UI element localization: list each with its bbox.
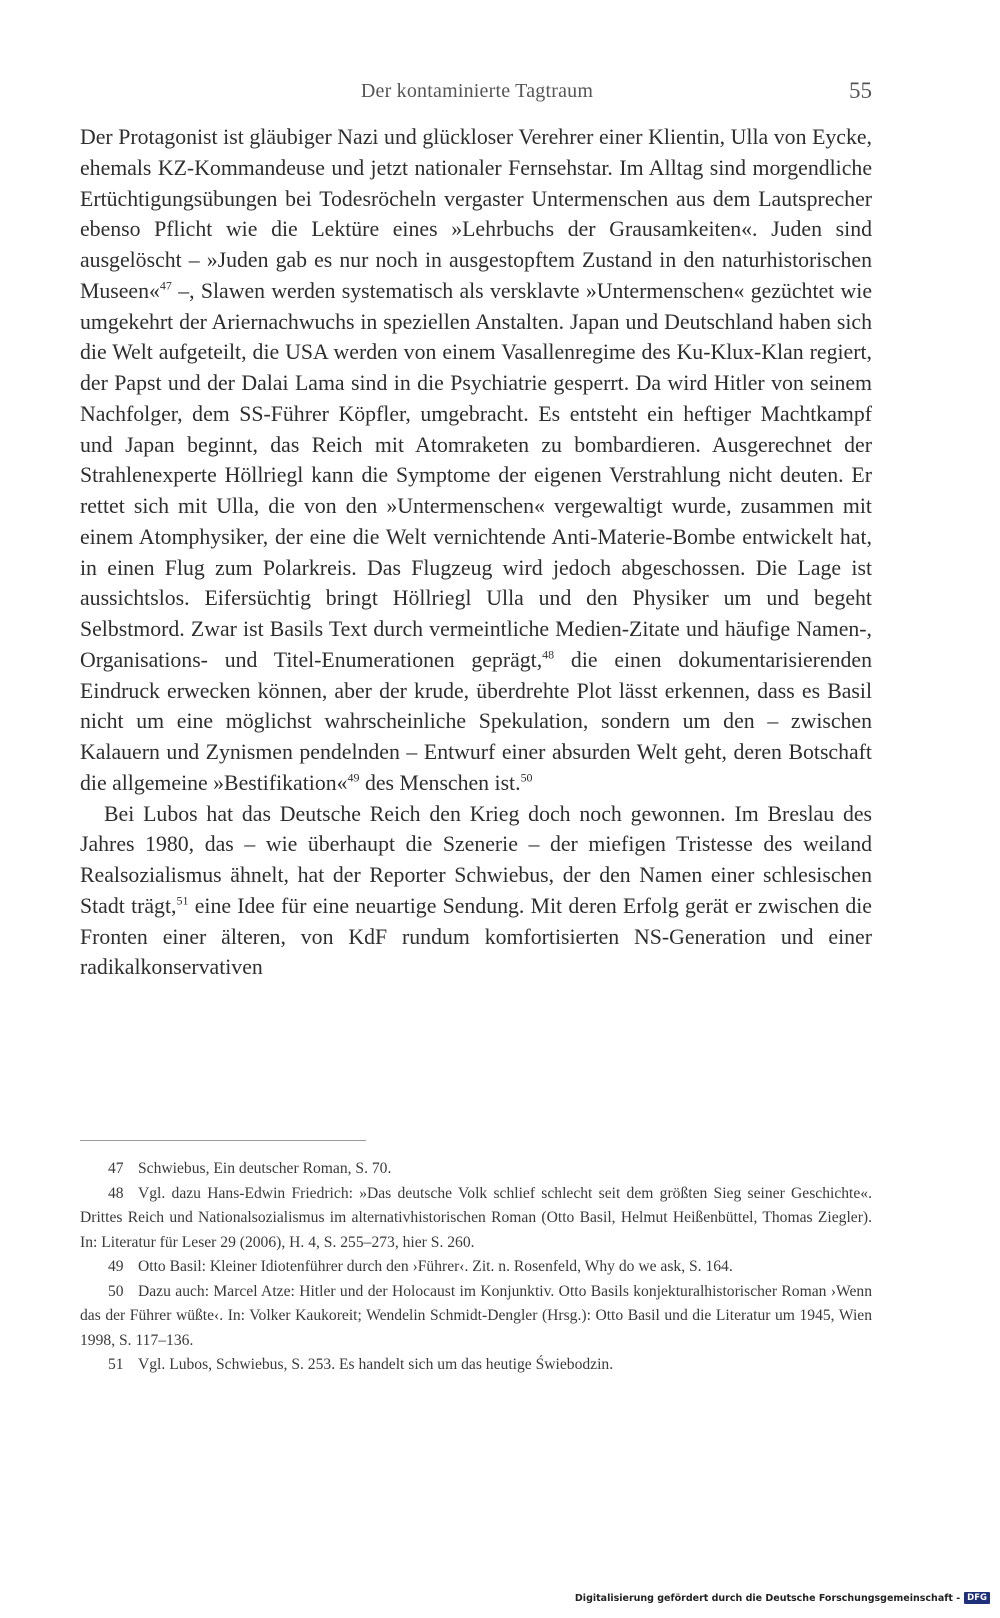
footnotes: [80, 1157, 872, 1378]
footnote-text: Vgl. dazu Hans-Edwin Friedrich: »Das deutsche Volk schlief schlecht seit dem größten Sieg seiner Geschichte«. Drittes Reich und Nationalsozialismus im alternativhistorischen Roman (Otto Basil, Helmut Heißenbüttel, Thomas Ziegler). In: Literatur für Leser 29 (2006), H. 4, S. 255–273, hier S. 260.: [80, 1184, 872, 1251]
footnote-ref-51[interactable]: 51: [176, 893, 189, 908]
footnote-separator: [80, 1140, 366, 1141]
footnote-51: [80, 1353, 872, 1378]
credit-text: Digitalisierung gefördert durch die Deutsche Forschungsgemeinschaft -: [574, 1592, 961, 1604]
footnote-number: 49: [108, 1258, 124, 1275]
paragraph-2: [80, 799, 872, 984]
footnote-48: [80, 1182, 872, 1256]
footnote-number: 51: [108, 1356, 124, 1373]
digitization-credit: [575, 1592, 990, 1604]
footnote-ref-48[interactable]: 48: [542, 647, 555, 662]
footnote-ref-47[interactable]: 47: [159, 278, 172, 293]
main-text: [80, 122, 872, 983]
footnote-number: 50: [108, 1282, 124, 1300]
running-title: Der kontaminierte Tagtraum: [360, 80, 594, 102]
running-header: [82, 80, 872, 110]
footnote-text: Schwiebus, Ein deutscher Roman, S. 70.: [138, 1160, 392, 1177]
footnote-50: [80, 1280, 872, 1354]
text-run: eine Idee für eine neuartige Sendung. Mit deren Erfolg gerät er zwischen die Fronten einer älteren, von KdF rundum komfortisierten NS-Generation und einer radikalkonservativen: [80, 893, 872, 980]
text-run: des Menschen ist.: [359, 770, 521, 795]
footnote-number: 48: [108, 1184, 124, 1202]
text-run: Bei Lubos hat das Deutsche Reich den Krieg doch noch gewonnen. Im Breslau des Jahres 1980, das – wie überhaupt die Szenerie – der miefigen Tristesse des weiland Realsozialismus ähnelt, hat der Reporter Schwiebus, der den Namen einer schlesischen Stadt trägt,: [80, 801, 872, 918]
dfg-logo: DFG: [964, 1592, 990, 1604]
text-run: –, Slawen werden systematisch als versklavte »Untermenschen« gezüchtet wie umgekehrt der Ariernachwuchs in speziellen Anstalten. Japan und Deutschland haben sich die Welt aufgeteilt, die USA werden von einem Vasallenregime des Ku-Klux-Klan regiert, der Papst und der Dalai Lama sind in die Psychiatrie gesperrt. Da wird Hitler von seinem Nachfolger, dem SS-Führer Köpfler, umgebracht. Es entsteht ein heftiger Machtkampf und Japan beginnt, das Reich mit Atomraketen zu bombardieren. Ausgerechnet der Strahlenexperte Höllriegl kann die Symptome der eigenen Verstrahlung nicht deuten. Er rettet sich mit Ulla, die von den »Untermenschen« vergewaltigt wurde, zusammen mit einem Atomphysiker, der eine die Welt vernichtende Anti-Materie-Bombe entwickelt hat, in einen Flug zum Polarkreis. Das Flugzeug wird jedoch abgeschossen. Die Lage ist aussichtslos. Eifersüchtig bringt Höllriegl Ulla und den Physiker um und begeht Selbstmord. Zwar ist Basils Text durch vermeintliche Medien-Zitate und häufige Namen-, Organisations- und Titel-Enumerationen geprägt,: [80, 278, 872, 672]
footnote-text: Dazu auch: Marcel Atze: Hitler und der Holocaust im Konjunktiv. Otto Basils konjekturalhistorischer Roman ›Wenn das der Führer wüßte‹. In: Volker Kaukoreit; Wendelin Schmidt-Dengler (Hrsg.): Otto Basil und die Literatur um 1945, Wien 1998, S. 117–136.: [80, 1282, 872, 1349]
footnote-47: [80, 1157, 872, 1182]
text-run: die einen dokumentarisierenden Eindruck erwecken können, aber der krude, überdrehte Plot lässt erkennen, dass es Basil nicht um eine möglichst wahrscheinliche Spekulation, sondern um den – zwischen Kalauern und Zynismen pendelnden – Entwurf einer absurden Welt geht, deren Botschaft die allgemeine »Bestifikation«: [80, 647, 872, 795]
footnote-ref-49[interactable]: 49: [347, 770, 360, 785]
paragraph-1: [80, 122, 872, 799]
page-number: 55: [849, 78, 872, 103]
footnote-ref-50[interactable]: 50: [520, 770, 533, 785]
footnote-49: [80, 1255, 872, 1280]
footnote-number: 47: [108, 1160, 124, 1177]
footnote-text: Vgl. Lubos, Schwiebus, S. 253. Es handelt sich um das heutige Świebodzin.: [138, 1356, 614, 1373]
text-run: Der Protagonist ist gläubiger Nazi und glückloser Verehrer einer Klientin, Ulla von Eycke, ehemals KZ-Kommandeuse und jetzt nationaler Fernsehstar. Im Alltag sind morgendliche Ertüchtigungsübungen bei Todesröcheln vergaster Untermenschen aus dem Lautsprecher ebenso Pflicht wie die Lektüre eines »Lehrbuchs der Grausamkeiten«. Juden sind ausgelöscht – »Juden gab es nur noch in ausgestopftem Zustand in den naturhistorischen Museen«: [80, 125, 872, 303]
footnote-text: Otto Basil: Kleiner Idiotenführer durch den ›Führer‹. Zit. n. Rosenfeld, Why do we ask, S. 164.: [138, 1258, 733, 1275]
